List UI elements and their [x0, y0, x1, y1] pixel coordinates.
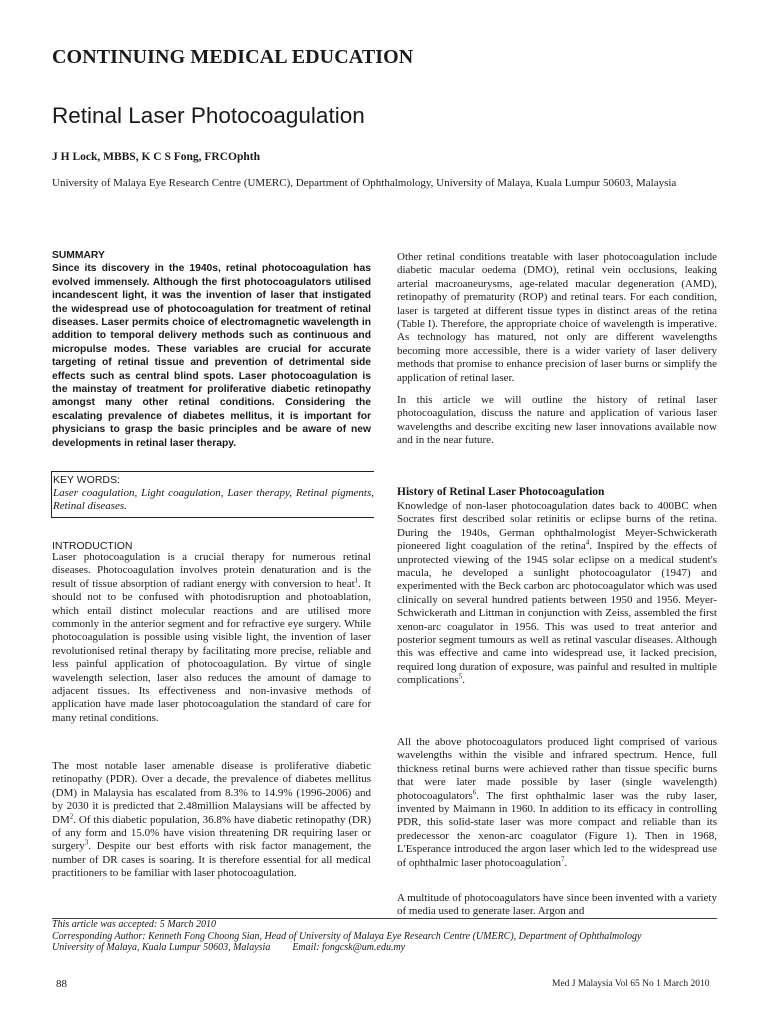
- keywords-box: [51, 471, 374, 518]
- citation-ref: 6: [472, 787, 477, 796]
- keywords-text: Laser coagulation, Light coagulation, Laser therapy, Retinal pigments, Retinal diseases.: [53, 487, 374, 513]
- citation-ref: 1: [354, 576, 359, 585]
- footnote-block: [52, 919, 732, 954]
- text-run: . Inspired by the effects of unprotected viewing of the 1945 solar eclipse on a medical student's macula, he developed a sunlight photocoagulator (1947) and experimented with the Beck carbon arc photocoagulator which was used clinically on several hundred patients between 1950 and 1956. Meyer-Schwickerath and Littman in conjunction with Zeiss, assembled the first xenon-arc coagulator in 1956. This was used to treat anterior and posterior segment tumours as well as retinal vascular diseases. Although this was effective and came into widespread use, it lacked precision, required long duration of exposure, was painful and resulted in multiple complications: [397, 540, 717, 687]
- introduction-paragraph: [52, 760, 371, 881]
- corresponding-author: Corresponding Author: Kenneth Fong Choong Sian, Head of University of Malaya Eye Research Centre (UMERC), Department of Ophthalmology: [52, 930, 642, 942]
- text-run: Laser photocoagulation is a crucial therapy for numerous retinal diseases. Photocoagulation involves protein denaturation and is the result of tissue absorption of radiant energy with conversion to heat: [52, 551, 371, 590]
- text-run: . It should not to be confused with photodisruption and photoablation, which entail distinct molecular reactions and are utilised more commonly in the anterior segment and for refractive eye surgery. While photocoagulation is possible using visible light, the invention of laser revolutionised retinal therapy by facilitating more precise, reliable and less painful application of photocoagulation. By virtue of single wavelength selection, laser also reduces the amount of damage to adjacent tissues. Its effectiveness and non-invasive methods of application have made laser photocoagulation the standard of care for many retinal conditions.: [52, 577, 371, 724]
- page-number: 88: [56, 978, 67, 990]
- text-run: . Of this diabetic population, 36.8% have diabetic retinopathy (DR) of any form and 15.0% have vision threatening DR requiring laser or surgery: [52, 813, 371, 853]
- history-heading: History of Retinal Laser Photocoagulation: [397, 486, 605, 498]
- citation-ref: 2: [69, 811, 74, 820]
- citation-ref: 5: [458, 672, 463, 681]
- email-text: Email: fongcsk@um.edu.my: [292, 942, 406, 954]
- summary-text: Since its discovery in the 1940s, retinal photocoagulation has evolved immensely. Although the first photocoagulators utilised incandescent light, it was the invention of laser that instigated the widespread use of photocoagulation for treatment of retinal diseases. Laser permits choice of electromagnetic wavelength in addition to temporal delivery methods such as continuous and micropulse modes. These variables are crucial for accurate targeting of retinal tissue and prevention of detrimental side effects such as central blind spots. Laser photocoagulation is the mainstay of treatment for proliferative diabetic retinopathy amongst many other retinal conditions. Considering the escalating prevalence of diabetes mellitus, it is important for physicians to grasp the basic principles and be aware of new developments in retinal laser therapy.: [52, 263, 371, 449]
- body-paragraph: In this article we will outline the history of retinal laser photocoagulation, discuss the nature and application of various laser wavelengths and describe exciting new laser innovations available now and in the near future.: [397, 394, 717, 447]
- affiliation: University of Malaya Eye Research Centre (UMERC), Department of Ophthalmology, University of Malaya, Kuala Lumpur 50603, Malaysia: [52, 177, 677, 189]
- history-paragraph: [397, 500, 717, 688]
- citation-ref: 7: [561, 855, 565, 863]
- text-run: .: [564, 856, 568, 869]
- author-address: [52, 942, 732, 954]
- authors: J H Lock, MBBS, K C S Fong, FRCOphth: [52, 151, 260, 163]
- history-paragraph: A multitude of photocoagulators have since been invented with a variety of media used to generate laser. Argon and: [397, 892, 717, 918]
- text-run: Knowledge of non-laser photocoagulation dates back to 400BC when Socrates first described solar retinitis or eclipse burns of the retina. During the 1940s, German ophthalmologist Meyer-Schwickerath pioneered light coagulation of the retina: [397, 500, 717, 553]
- summary-block: [52, 249, 371, 450]
- text-run: . Despite our best efforts with risk factor management, the number of DR cases is soaring. It is therefore essential for all medical practitioners to be familiar with laser photocoagulation.: [52, 840, 371, 880]
- summary-heading: SUMMARY: [52, 250, 105, 261]
- article-title: Retinal Laser Photocoagulation: [52, 103, 365, 128]
- text-run: .: [462, 674, 465, 687]
- accepted-date: This article was accepted: 5 March 2010: [52, 919, 217, 930]
- citation-ref: 4: [585, 538, 590, 547]
- journal-citation: Med J Malaysia Vol 65 No 1 March 2010: [552, 979, 710, 989]
- introduction-paragraph: [52, 551, 371, 725]
- keywords-heading: KEY WORDS:: [53, 474, 120, 486]
- text-run: . The first ophthalmic laser was the ruby laser, invented by Maimann in 1960. In addition to its efficacy in controlling PDR, this solid-state laser was more compact and reliable than its predecessor the xenon-arc coagulator (Figure 1). Then in 1968, L'Esperance introduced the argon laser which led to the widespread use of ophthalmic laser photocoagulation: [397, 789, 717, 869]
- body-paragraph: Other retinal conditions treatable with laser photocoagulation include diabetic macular oedema (DMO), retinal vein occlusions, leaking arterial macroaneurysms, age-related macular degeneration (AMD), retinopathy of prematurity (ROP) and retinal tears. For each condition, laser is targeted at different tissue types in distinct areas of the retina (Table I). Therefore, the appropriate choice of wavelength is imperative. As technology has matured, not only are different wavelengths becoming more accessible, there is a wider variety of laser delivery methods that promise to enhance precision of laser burns or simplify the application of retinal laser.: [397, 251, 717, 384]
- introduction-heading: INTRODUCTION: [52, 540, 133, 552]
- citation-ref: 3: [84, 838, 89, 847]
- section-header: CONTINUING MEDICAL EDUCATION: [52, 46, 414, 68]
- text-run: The most notable laser amenable disease is proliferative diabetic retinopathy (PDR). Over a decade, the prevalence of diabetes mellitus (DM) in Malaysia has escalated from 8.3% to 14.9% (1996-2006) and by 2030 it is predicted that 2.48million Malaysians will be affected by DM: [52, 760, 371, 826]
- history-paragraph: [397, 736, 717, 870]
- address-text: University of Malaya, Kuala Lumpur 50603, Malaysia: [52, 942, 271, 954]
- text-run: All the above photocoagulators produced light comprised of various wavelengths within the visible and infrared spectrum. Hence, full thickness retinal burns were achieved rather than tissue specific burns that were later made possible by laser (single wavelength) photocoagulators: [397, 736, 717, 802]
